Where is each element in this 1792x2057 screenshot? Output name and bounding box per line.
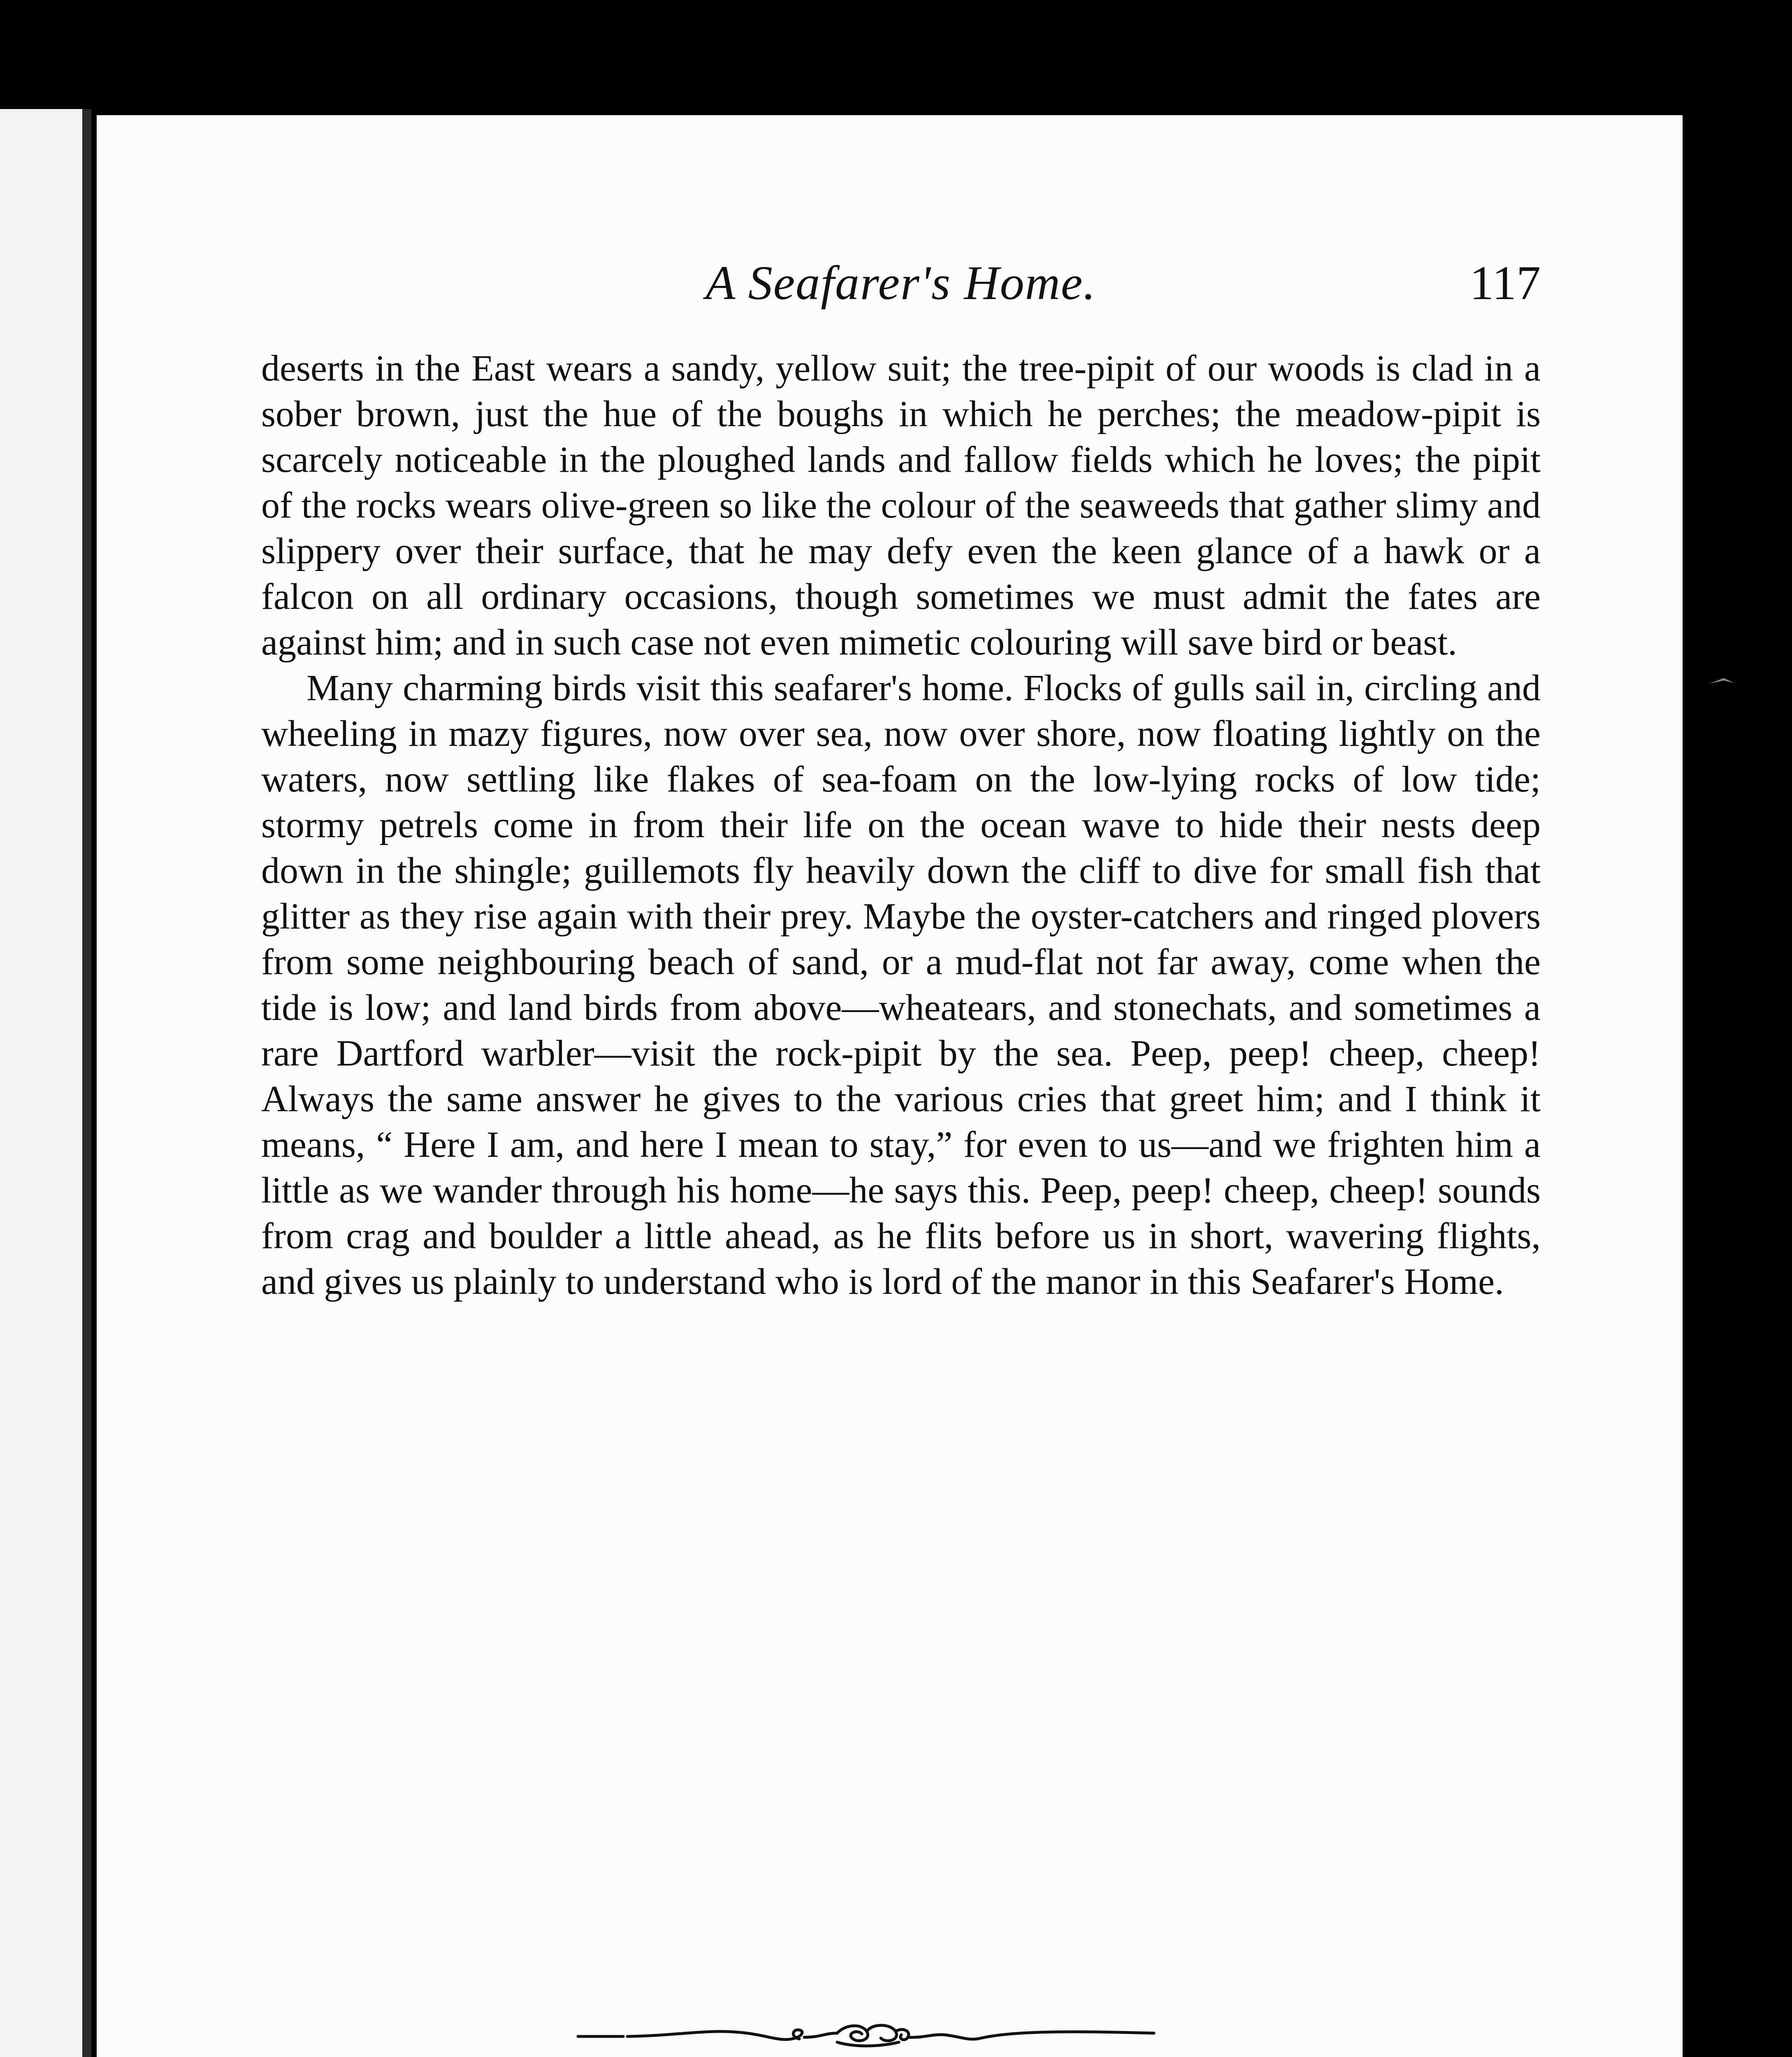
running-head-title: A Seafarer's Home. xyxy=(706,256,1096,310)
body-text xyxy=(261,346,1541,1305)
running-head xyxy=(261,255,1541,329)
page-number: 117 xyxy=(1469,256,1541,310)
paragraph-continued: deserts in the East wears a sandy, yellow suit; the tree-pipit of our woods is clad in a sober brown, just the hue of the boughs in which he perches; the meadow-pipit is scarcely noticeable in the ploughed lands and fallow fields which he loves; the pipit of the rocks wears olive-green so like the colour of the seaweeds that gather slimy and slippery over their surface, that he may defy even the keen glance of a hawk or a falcon on all ordinary occasions, though sometimes we must admit the fates are against him; and in such case not even mimetic colouring will save bird or beast. xyxy=(261,348,1541,663)
adjacent-page-edge xyxy=(0,109,91,2057)
decorative-scroll-ornament-icon xyxy=(574,2012,1158,2057)
paragraph-birds: Many charming birds visit this seafarer's home. Flocks of gulls sail in, circling and wheeling in mazy figures, now over sea, now over shore, now floating lightly on the waters, now settling like flakes of sea-foam on the low-lying rocks of low tide; stormy petrels come in from their life on the ocean wave to hide their nests deep down in the shingle; guillemots fly heavily down the cliff to dive for small fish that glitter as they rise again with their prey. Maybe the oyster-catchers and ringed plovers from some neighbouring beach of sand, or a mud-flat not far away, come when the tide is low; and land birds from above—wheatears, and stonechats, and sometimes a rare Dartford warbler—visit the rock-pipit by the sea. Peep, peep! cheep, cheep! Always the same answer he gives to the various cries that greet him; and I think it means, “ Here I am, and here I mean to stay,” for even to us—and we frighten him a little as we wander through his home—he says this. Peep, peep! cheep, cheep! sounds from crag and boulder a little ahead, as he flits before us in short, wavering flights, and gives us plainly to understand who is lord of the manor in this Seafarer's Home. xyxy=(261,668,1541,1302)
margin-mark-icon xyxy=(1707,675,1736,687)
book-page xyxy=(97,115,1683,2057)
